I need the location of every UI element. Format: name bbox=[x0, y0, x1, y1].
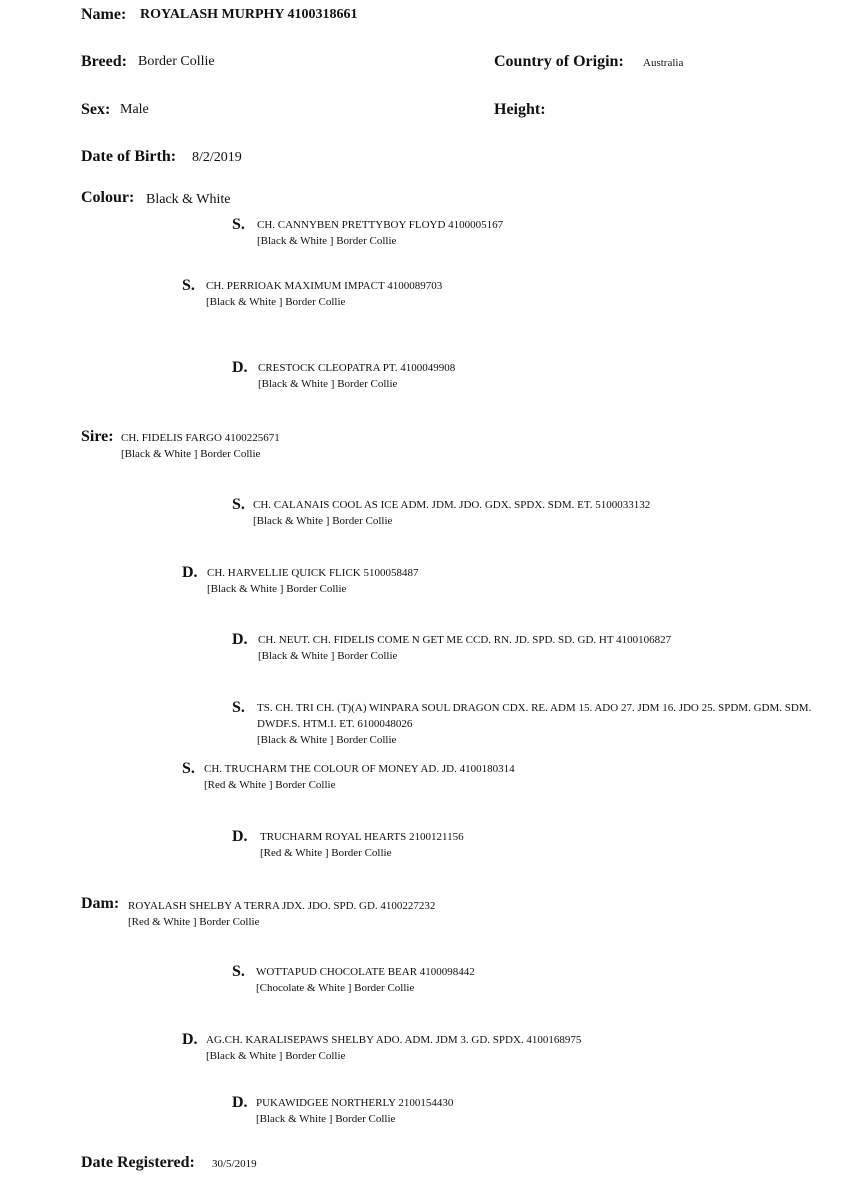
pedigree-marker: D. bbox=[232, 828, 248, 845]
pedigree-name: CH. PERRIOAK MAXIMUM IMPACT 4100089703 bbox=[206, 280, 443, 292]
pedigree-name: PUKAWIDGEE NORTHERLY 2100154430 bbox=[256, 1097, 454, 1109]
name-label: Name: bbox=[81, 6, 127, 23]
sire-detail: [Black & White ] Border Collie bbox=[121, 448, 261, 460]
pedigree-detail: [Chocolate & White ] Border Collie bbox=[256, 982, 415, 994]
pedigree-detail: [Black & White ] Border Collie bbox=[258, 378, 398, 390]
dam-name: ROYALASH SHELBY A TERRA JDX. JDO. SPD. GD. 4100227232 bbox=[128, 900, 436, 912]
pedigree-detail: [Red & White ] Border Collie bbox=[204, 779, 336, 791]
dam-detail: [Red & White ] Border Collie bbox=[128, 916, 260, 928]
pedigree-detail: [Black & White ] Border Collie bbox=[258, 650, 398, 662]
pedigree-name: CH. HARVELLIE QUICK FLICK 5100058487 bbox=[207, 567, 419, 579]
pedigree-marker: D. bbox=[182, 564, 198, 581]
sex-label: Sex: bbox=[81, 101, 111, 118]
colour-value: Black & White bbox=[146, 192, 231, 207]
pedigree-name: CH. TRUCHARM THE COLOUR OF MONEY AD. JD. 4100180314 bbox=[204, 763, 515, 775]
pedigree-marker: D. bbox=[232, 359, 248, 376]
pedigree-detail: [Black & White ] Border Collie bbox=[257, 734, 397, 746]
sire-name: CH. FIDELIS FARGO 4100225671 bbox=[121, 432, 280, 444]
pedigree-marker: S. bbox=[182, 760, 195, 777]
sire-label: Sire: bbox=[81, 428, 114, 445]
pedigree-detail: [Black & White ] Border Collie bbox=[257, 235, 397, 247]
breed-label: Breed: bbox=[81, 53, 127, 70]
pedigree-name: CH. CALANAIS COOL AS ICE ADM. JDM. JDO. GDX. SPDX. SDM. ET. 5100033132 bbox=[253, 499, 651, 511]
pedigree-marker: S. bbox=[232, 963, 245, 980]
pedigree-detail: [Black & White ] Border Collie bbox=[206, 1050, 346, 1062]
name-value: ROYALASH MURPHY 4100318661 bbox=[140, 7, 358, 22]
breed-value: Border Collie bbox=[138, 54, 215, 69]
pedigree-marker: D. bbox=[232, 1094, 248, 1111]
pedigree-name: WOTTAPUD CHOCOLATE BEAR 4100098442 bbox=[256, 966, 475, 978]
pedigree-marker: D. bbox=[232, 631, 248, 648]
registered-label: Date Registered: bbox=[81, 1154, 195, 1171]
pedigree-detail: [Black & White ] Border Collie bbox=[207, 583, 347, 595]
sire-block bbox=[121, 430, 280, 462]
pedigree-name: CH. NEUT. CH. FIDELIS COME N GET ME CCD. RN. JD. SPD. SD. GD. HT 4100106827 bbox=[258, 634, 672, 646]
sex-value: Male bbox=[120, 102, 149, 117]
dam-block bbox=[128, 898, 435, 930]
pedigree-name: TS. CH. TRI CH. (T)(A) WINPARA SOUL DRAGON CDX. RE. ADM 15. ADO 27. JDM 16. JDO 25. SPDM. GDM. SDM. bbox=[257, 702, 812, 714]
pedigree-detail: [Black & White ] Border Collie bbox=[256, 1113, 396, 1125]
pedigree-detail: [Black & White ] Border Collie bbox=[253, 515, 393, 527]
dob-value: 8/2/2019 bbox=[192, 150, 242, 165]
dam-label: Dam: bbox=[81, 895, 120, 912]
dob-label: Date of Birth: bbox=[81, 148, 177, 165]
pedigree-marker: S. bbox=[232, 699, 245, 716]
pedigree-name: CRESTOCK CLEOPATRA PT. 4100049908 bbox=[258, 362, 456, 374]
pedigree-name: AG.CH. KARALISEPAWS SHELBY ADO. ADM. JDM 3. GD. SPDX. 4100168975 bbox=[206, 1034, 582, 1046]
country-label: Country of Origin: bbox=[494, 53, 624, 70]
pedigree-detail: [Red & White ] Border Collie bbox=[260, 847, 392, 859]
pedigree-detail: [Black & White ] Border Collie bbox=[206, 296, 346, 308]
registered-value: 30/5/2019 bbox=[212, 1158, 257, 1170]
height-label: Height: bbox=[494, 101, 546, 118]
pedigree-marker: S. bbox=[232, 496, 245, 513]
pedigree-name-continued: DWDF.S. HTM.I. ET. 6100048026 bbox=[257, 718, 413, 730]
pedigree-name: CH. CANNYBEN PRETTYBOY FLOYD 4100005167 bbox=[257, 219, 504, 231]
colour-label: Colour: bbox=[81, 189, 135, 206]
pedigree-marker: S. bbox=[182, 277, 195, 294]
pedigree-name: TRUCHARM ROYAL HEARTS 2100121156 bbox=[260, 831, 464, 843]
country-value: Australia bbox=[643, 57, 684, 69]
pedigree-marker: S. bbox=[232, 216, 245, 233]
pedigree-marker: D. bbox=[182, 1031, 198, 1048]
